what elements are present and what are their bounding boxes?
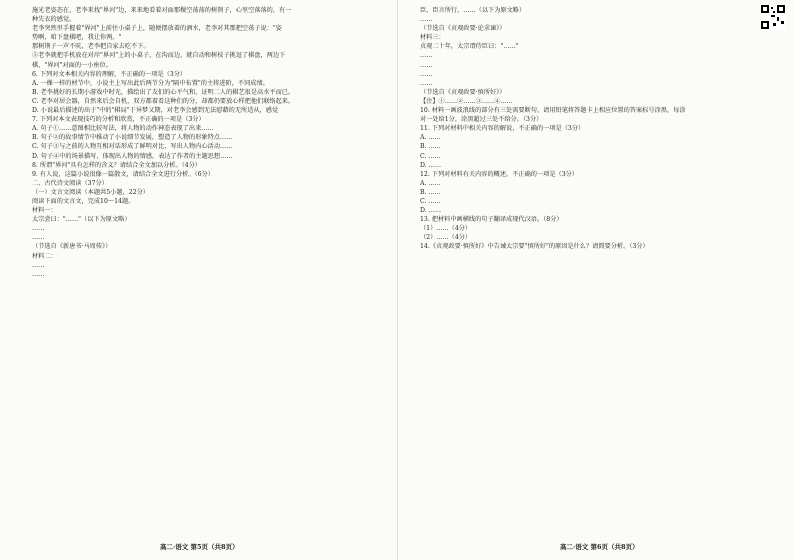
left-line: A. 句子①……意图相比较写法，将人物的动作神态表现了出来…… bbox=[32, 125, 214, 133]
left-line: C. 句子③与之前的人物互相对话形成了鲜明对比，写出人物内心活动…… bbox=[32, 143, 233, 151]
right-page bbox=[420, 6, 788, 252]
right-line: 材料三： bbox=[420, 34, 445, 42]
left-line: D. 小说最后描述的出于"中的"棋局"于异梦又期，对老李会感到无法慰藉的无所适从，感觉 bbox=[32, 107, 279, 115]
left-line: 材料一： bbox=[32, 207, 57, 215]
right-line: A. …… bbox=[420, 179, 441, 187]
left-line: 7. 下列对本文表现技巧的分析和欣赏，不正确的一项是（3分） bbox=[32, 116, 205, 124]
right-line: 【注】①……②……③……④…… bbox=[420, 97, 513, 105]
right-line: B. …… bbox=[420, 188, 441, 196]
right-line: …… bbox=[420, 52, 433, 60]
left-line: ⑤老李就把手机放在对岸"界河"上的小桌子，在沟而边，就自动和树枝子挑逗了棋盘，两边下 bbox=[32, 52, 286, 60]
left-line: A. 一棵一样的材节中，小说主上写出此后两节分为"隔中布置"的主将进阶，不同成绩。 bbox=[32, 79, 269, 87]
right-line: 对一处给1分，涂黑超过三处不给分。（3分） bbox=[420, 116, 543, 124]
left-line: 9. 有人说，这篇小说很像一篇散文，请结合全文进行分析。（6分） bbox=[32, 170, 214, 178]
left-line: 老李突然里手握着"界河"上前往小桌子上，随便摆放着的酒水，老李对其那把空荡子说："姿 bbox=[32, 25, 282, 33]
left-line: （节选自《新唐书·马周传》） bbox=[32, 243, 112, 251]
right-line: 13. 把材料中画横线的句子翻译成现代汉语。（8分） bbox=[420, 216, 563, 224]
left-line: 二、古代诗文阅读（37分） bbox=[32, 179, 108, 187]
right-line: C. …… bbox=[420, 152, 441, 160]
page-divider bbox=[397, 0, 398, 560]
left-line: 阅读下面的文言文，完成10～14题。 bbox=[32, 197, 135, 205]
qr-code-icon bbox=[760, 4, 786, 30]
right-line: …… bbox=[420, 79, 433, 87]
right-line: 10. 材料一画波浪线的部分有三处需要断句，请用铅笔将答题卡上相应位置的答案标号涂黑，每涂 bbox=[420, 107, 686, 115]
left-line: …… bbox=[32, 225, 45, 233]
left-line: B. 老李挑好的长期小游戏中时光，描绘出了友们的心平气和，证明二人的棋艺很是高水平而已。 bbox=[32, 88, 295, 96]
left-line: B. 句子②的故事情节中推动了小说细节发展，塑造了人物的形象特点…… bbox=[32, 134, 233, 142]
right-line: D. …… bbox=[420, 207, 442, 215]
left-line: C. 老李对居会器，自然来后会自机，双方都着看这种们的分，却都仍要放心样把他们联络起来。 bbox=[32, 97, 295, 105]
left-line: 种失衣的感觉。 bbox=[32, 16, 76, 24]
left-line: 6. 下列对文本相关内容的理解，不正确的一项是（3分） bbox=[32, 70, 187, 78]
left-line: D. 句子④中的场景描写，体现出人物的情感，表达了作者的主题思想…… bbox=[32, 152, 233, 160]
left-line: 那树荆子一声不吭，老李把自家去吃不下。 bbox=[32, 43, 150, 51]
right-line: （节选自《贞观政要·慎所好》） bbox=[420, 88, 506, 96]
left-line: …… bbox=[32, 270, 45, 278]
right-line: 14.《贞观政要·慎所好》中告诫太宗要"慎所好"的原因是什么？请简要分析。（3分） bbox=[420, 243, 649, 251]
right-line: 11. 下列对材料中相关内容的解说，不正确的一项是（3分） bbox=[420, 125, 585, 133]
left-line: （一）文言文阅读（本题共5小题，22分） bbox=[32, 188, 149, 196]
left-line: …… bbox=[32, 234, 45, 242]
left-line: 棋，"界河"对面的一小座位。 bbox=[32, 61, 112, 69]
right-line: 12. 下列对材料有关内容的概述，不正确的一项是（3分） bbox=[420, 170, 579, 178]
right-line: （2）……（4分） bbox=[420, 234, 472, 242]
left-page bbox=[32, 6, 400, 279]
right-line: （节选自《贞观政要·论求谏》） bbox=[420, 25, 506, 33]
right-line: D. …… bbox=[420, 161, 442, 169]
right-line: 臣，臣言所行，……（以下为原文略） bbox=[420, 7, 526, 14]
right-line: 贞观二十年，太宗谓侍臣曰："……" bbox=[420, 43, 519, 51]
right-line: …… bbox=[420, 70, 433, 78]
left-line: 材料二： bbox=[32, 252, 57, 260]
left-line: 太宗尝曰："……"（以下为原文略） bbox=[32, 216, 131, 224]
right-page-footer: 高二·语文 第6页（共8页） bbox=[560, 543, 639, 551]
left-line: 8. 所谓"界河"具有怎样的含义？请结合全文加以分析。（4分） bbox=[32, 161, 202, 169]
left-line: 施光老姿态在，老李来找"界河"边，来来地看着对面那棵空荡荡的树荆子，心里空落落的，有一 bbox=[32, 7, 292, 14]
right-line: （1）……（4分） bbox=[420, 225, 472, 233]
right-line: …… bbox=[420, 61, 433, 69]
right-line: A. …… bbox=[420, 134, 441, 142]
left-page-footer: 高二·语文 第5页（共8页） bbox=[160, 543, 239, 551]
right-line: B. …… bbox=[420, 143, 441, 151]
right-line: …… bbox=[420, 16, 433, 24]
left-line: 势啊，咱下盘棋吧，我让你两。" bbox=[32, 34, 122, 42]
right-line: C. …… bbox=[420, 197, 441, 205]
left-line: …… bbox=[32, 261, 45, 269]
